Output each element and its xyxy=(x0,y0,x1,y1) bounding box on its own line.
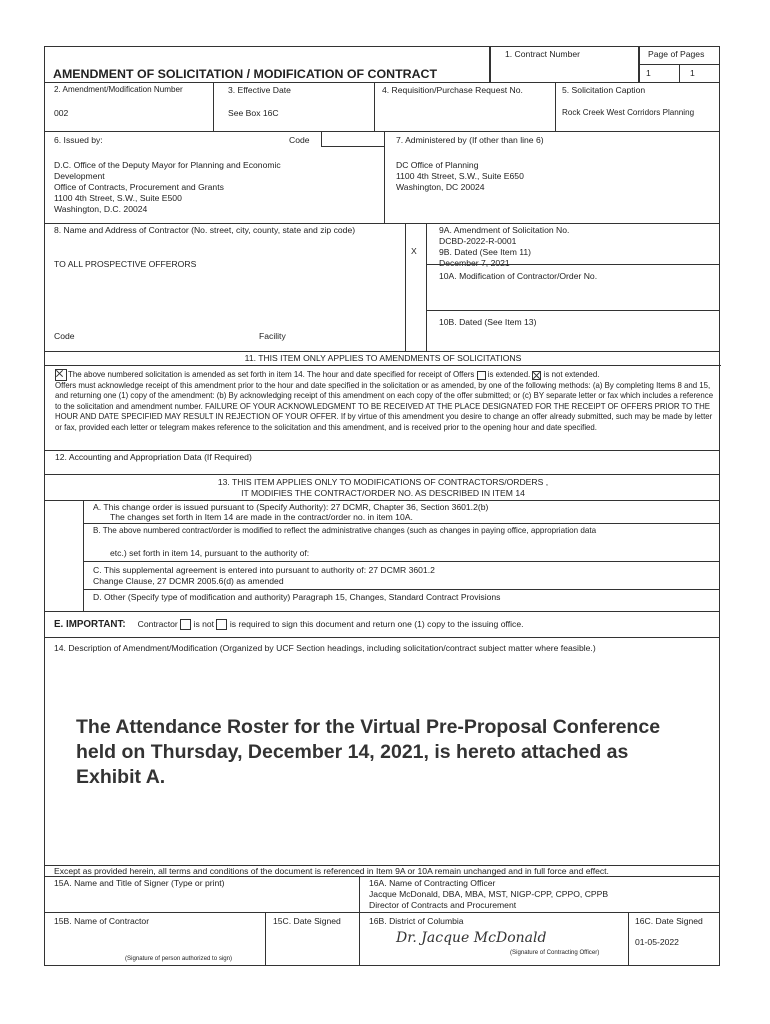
important-line: E. IMPORTANT: Contractor is not is required to sign this document and return one (1) copy to the issuing office. xyxy=(54,619,524,630)
contract-number-cell xyxy=(490,46,639,83)
item13-c xyxy=(83,561,720,590)
box6-label: 6. Issued by: xyxy=(54,135,103,145)
box8-label: 8. Name and Address of Contractor (No. street, city, county, state and zip code) xyxy=(54,225,356,235)
box9a-value: DCBD-2022-R-0001 xyxy=(439,236,517,246)
description-line: held on Thursday, December 14, 2021, is hereto attached as xyxy=(76,741,629,763)
box15c xyxy=(265,912,360,966)
contract-number-label: 1. Contract Number xyxy=(505,49,580,59)
item13-b-line1: B. The above numbered contract/order is modified to reflect the administrative changes (such as changes in paying office, appropriation data xyxy=(93,526,597,535)
box6-line: Development xyxy=(54,171,105,181)
box6-code-field xyxy=(321,132,385,147)
item13-heading-cell xyxy=(44,474,720,501)
box8 xyxy=(44,223,406,352)
amended-checkbox[interactable] xyxy=(55,369,67,381)
description-line: Exhibit A. xyxy=(76,766,166,788)
box2-label: 2. Amendment/Modification Number xyxy=(54,85,183,94)
item11-heading: 11. THIS ITEM ONLY APPLIES TO AMENDMENTS OF SOLICITATIONS xyxy=(244,353,522,363)
pages-count: 1 xyxy=(690,68,695,78)
item11-line1: The above numbered solicitation is amended as set forth in item 14. The hour and date specified for receipt of Offers is extended. is not extended. xyxy=(55,369,599,381)
not-extended-checkbox[interactable] xyxy=(532,371,541,380)
pages-count-cell xyxy=(679,64,720,83)
box5-value: Rock Creek West Corridors Planning xyxy=(562,108,695,117)
item11 xyxy=(44,351,720,451)
box5 xyxy=(555,82,720,132)
extended-checkbox[interactable] xyxy=(477,371,486,380)
box6 xyxy=(44,131,385,224)
box16b-label: 16B. District of Columbia xyxy=(369,916,464,926)
item13-check-column xyxy=(44,500,84,612)
item13-heading2: IT MODIFIES THE CONTRACT/ORDER NO. AS DESCRIBED IN ITEM 14 xyxy=(241,488,525,498)
page-number: 1 xyxy=(646,68,651,78)
item13-a-line2: The changes set forth in Item 14 are made in the contract/order no. in item 10A. xyxy=(110,512,413,522)
item13-d-line: D. Other (Specify type of modification and authority) Paragraph 15, Changes, Standard Contract Provisions xyxy=(93,592,501,602)
box16c xyxy=(628,912,720,966)
item12 xyxy=(44,450,720,475)
box10b-label: 10B. Dated (See Item 13) xyxy=(439,317,537,327)
title-cell xyxy=(44,46,490,83)
box10a-label: 10A. Modification of Contractor/Order No. xyxy=(439,271,598,281)
item14 xyxy=(44,637,720,866)
box10a xyxy=(426,264,720,311)
box7 xyxy=(384,131,720,224)
box10b xyxy=(426,310,720,352)
box3 xyxy=(213,82,375,132)
item13-a-line1: A. This change order is issued pursuant to (Specify Authority): 27 DCMR, Chapter 36, Section 3601.2(b) xyxy=(93,502,489,512)
box16a xyxy=(359,876,720,913)
important-row xyxy=(44,611,720,638)
box3-value: See Box 16C xyxy=(228,108,279,118)
box9-10-mark-column xyxy=(405,223,427,352)
except-text: Except as provided herein, all terms and conditions of the document is referenced in Item 9A or 10A remain unchanged and in full force and effect. xyxy=(54,866,609,876)
box9b-value: December 7, 2021 xyxy=(439,258,510,268)
officer-signature: Dr. Jacque McDonald xyxy=(396,930,547,946)
box7-label: 7. Administered by (If other than line 6) xyxy=(396,135,544,145)
officer-signature-caption: (Signature of Contracting Officer) xyxy=(510,949,600,956)
box15b xyxy=(44,912,266,966)
box8-value: TO ALL PROSPECTIVE OFFERORS xyxy=(54,259,197,269)
box15b-label: 15B. Name of Contractor xyxy=(54,916,150,926)
box7-line: 1100 4th Street, S.W., Suite E650 xyxy=(396,171,524,181)
box6-code-label: Code xyxy=(289,135,310,145)
box15c-label: 15C. Date Signed xyxy=(273,916,341,926)
is-not-checkbox[interactable] xyxy=(216,619,227,630)
important-label: E. IMPORTANT: xyxy=(54,619,126,630)
box2 xyxy=(44,82,214,132)
page-of-pages-cell xyxy=(639,46,720,65)
contractor-checkbox[interactable] xyxy=(180,619,191,630)
page-of-pages-label: Page of Pages xyxy=(648,49,705,59)
date-signed: 01-05-2022 xyxy=(635,937,679,947)
amendment-form xyxy=(44,46,720,966)
box7-line: Washington, DC 20024 xyxy=(396,182,485,192)
description-line: The Attendance Roster for the Virtual Pre-Proposal Conference xyxy=(76,716,661,738)
page-number-cell xyxy=(639,64,680,83)
box9-mark: X xyxy=(411,246,417,256)
box9a-label: 9A. Amendment of Solicitation No. xyxy=(439,225,570,235)
box5-label: 5. Solicitation Caption xyxy=(562,85,646,95)
box4-label: 4. Requisition/Purchase Request No. xyxy=(382,85,523,95)
officer-title: Director of Contracts and Procurement xyxy=(369,900,517,910)
box6-line: Washington, D.C. 20024 xyxy=(54,204,148,214)
box15a xyxy=(44,876,360,913)
item13-heading1: 13. THIS ITEM APPLIES ONLY TO MODIFICATIONS OF CONTRACTORS/ORDERS , xyxy=(217,477,549,487)
item12-label: 12. Accounting and Appropriation Data (If Required) xyxy=(55,452,252,462)
item11-body: Offers must acknowledge receipt of this amendment prior to the hour and date specified in the solicitation or as amended, by one of the following methods: (a) By completing Items 8 and 15, and returning one (1) copy of the amendment: (b) By acknowledging receipt of this amendment on each copy of the offer submitted; or (c) BY separate letter or fax which includes a reference to the solicitation and amendment number. FAILURE OF YOUR ACKNOWLEDGMENT TO BE RECEIVED AT THE PLACE DESIGNATED FOR THE RECEIPT OF OFFERS PRIOR TO THE HOUR AND DATE SPECIFIED MAY RESULT IN REJECTION OF YOUR OFFER. If by virtue of this amendment you desire to change an offer already submitted, such may be made by letter or fax, provided each letter or telegram makes reference to the solicitation and this amendment, and is received prior to the opening hour and date specified. xyxy=(55,381,714,432)
form-title: AMENDMENT OF SOLICITATION / MODIFICATION OF CONTRACT xyxy=(53,67,438,81)
box4 xyxy=(374,82,556,132)
box16b xyxy=(359,912,629,966)
box8-code-label: Code xyxy=(54,331,75,341)
box16a-label: 16A. Name of Contracting Officer xyxy=(369,878,496,888)
box3-label: 3. Effective Date xyxy=(228,85,291,95)
box9b-label: 9B. Dated (See Item 11) xyxy=(439,247,532,257)
item13-c-line1: C. This supplemental agreement is entered into pursuant to authority of: 27 DCMR 3601.2 xyxy=(93,565,435,575)
item13-b-line2: etc.) set forth in item 14, pursuant to the authority of: xyxy=(110,548,310,558)
box2-value: 002 xyxy=(54,108,69,118)
item13-c-line2: Change Clause, 27 DCMR 2005.6(d) as amended xyxy=(93,576,284,586)
item13-a xyxy=(83,500,720,524)
item13-b xyxy=(83,523,720,562)
box9a xyxy=(426,223,720,268)
box6-line: 1100 4th Street, S.W., Suite E500 xyxy=(54,193,182,203)
item13-d xyxy=(83,589,720,612)
box15a-label: 15A. Name and Title of Signer (Type or print) xyxy=(54,878,225,888)
contractor-signature-caption: (Signature of person authorized to sign) xyxy=(125,955,233,962)
box8-facility-label: Facility xyxy=(259,331,286,341)
box6-line: D.C. Office of the Deputy Mayor for Planning and Economic xyxy=(54,160,281,170)
box6-line: Office of Contracts, Procurement and Grants xyxy=(54,182,224,192)
officer-name: Jacque McDonald, DBA, MBA, MST, NIGP-CPP, CPPO, CPPB xyxy=(369,889,609,899)
item14-label: 14. Description of Amendment/Modification (Organized by UCF Section headings, including solicitation/contract subject matter where feasible.) xyxy=(54,643,596,653)
box16c-label: 16C. Date Signed xyxy=(635,916,703,926)
box7-line: DC Office of Planning xyxy=(396,160,479,170)
